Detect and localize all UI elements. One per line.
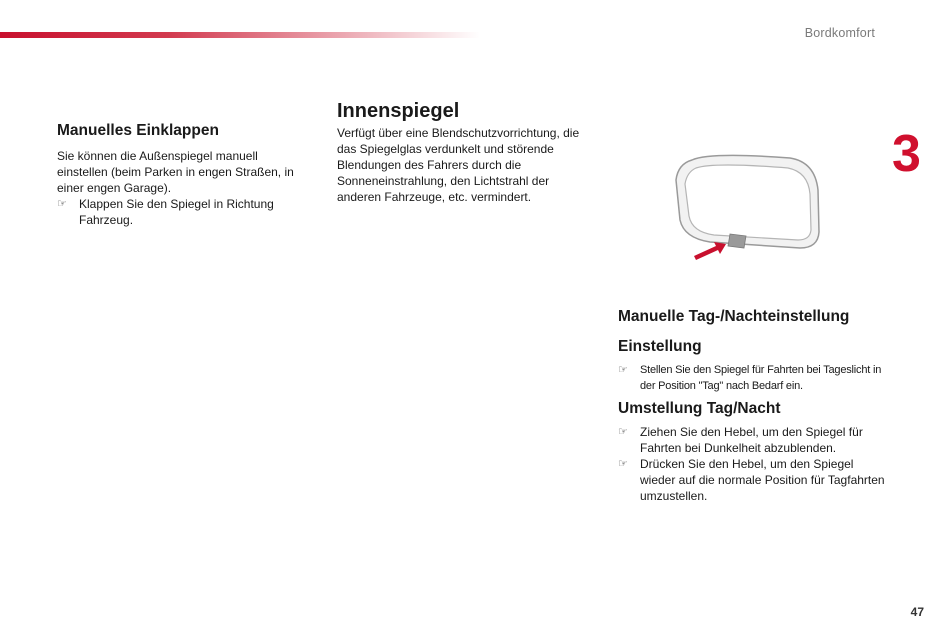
interior-mirror-section — [337, 100, 582, 205]
pointing-hand-icon: ☞ — [618, 458, 628, 470]
arrow-icon — [694, 242, 726, 260]
list-item — [618, 362, 888, 394]
pointing-hand-icon: ☞ — [618, 364, 628, 376]
subsection-heading: Einstellung — [618, 338, 702, 355]
list-item-text: Drücken Sie den Hebel, um den Spiegel wieder auf die normale Position für Tagfahrten umzustellen. — [640, 457, 885, 503]
section-heading: Manuelles Einklappen — [57, 122, 219, 139]
list-item-text: Klappen Sie den Spiegel in Richtung Fahrzeug. — [79, 197, 274, 227]
section-paragraph: Sie können die Außenspiegel manuell einstellen (beim Parken in engen Straßen, in einer engen Garage). — [57, 149, 294, 195]
section-title: Bordkomfort — [804, 26, 875, 40]
section-paragraph: Verfügt über eine Blendschutzvorrichtung, die das Spiegelglas verdunkelt und störende Blendungen des Fahrers durch die Sonneneinstrahlung, den Lichtstrahl der anderen Fahrzeuge, etc. vermindert. — [337, 126, 580, 204]
section-heading: Manuelle Tag-/Nachteinstellung — [618, 308, 850, 325]
pointing-hand-icon: ☞ — [618, 426, 628, 438]
day-night-section — [618, 308, 888, 504]
rearview-mirror-illustration — [670, 150, 820, 262]
list-item — [618, 456, 888, 504]
header-accent-bar — [0, 32, 480, 38]
list-item-text: Ziehen Sie den Hebel, um den Spiegel für Fahrten bei Dunkelheit abzublenden. — [640, 425, 863, 455]
subsection-heading: Umstellung Tag/Nacht — [618, 400, 781, 417]
page-number: 47 — [910, 605, 924, 619]
manual-folding-section — [57, 122, 307, 228]
list-item-text: Stellen Sie den Spiegel für Fahrten bei Tageslicht in der Position "Tag" nach Bedarf ein. — [640, 364, 882, 392]
section-heading: Innenspiegel — [337, 100, 460, 122]
pointing-hand-icon: ☞ — [57, 198, 67, 210]
chapter-number: 3 — [892, 125, 921, 183]
list-item — [57, 196, 307, 228]
list-item — [618, 424, 888, 456]
